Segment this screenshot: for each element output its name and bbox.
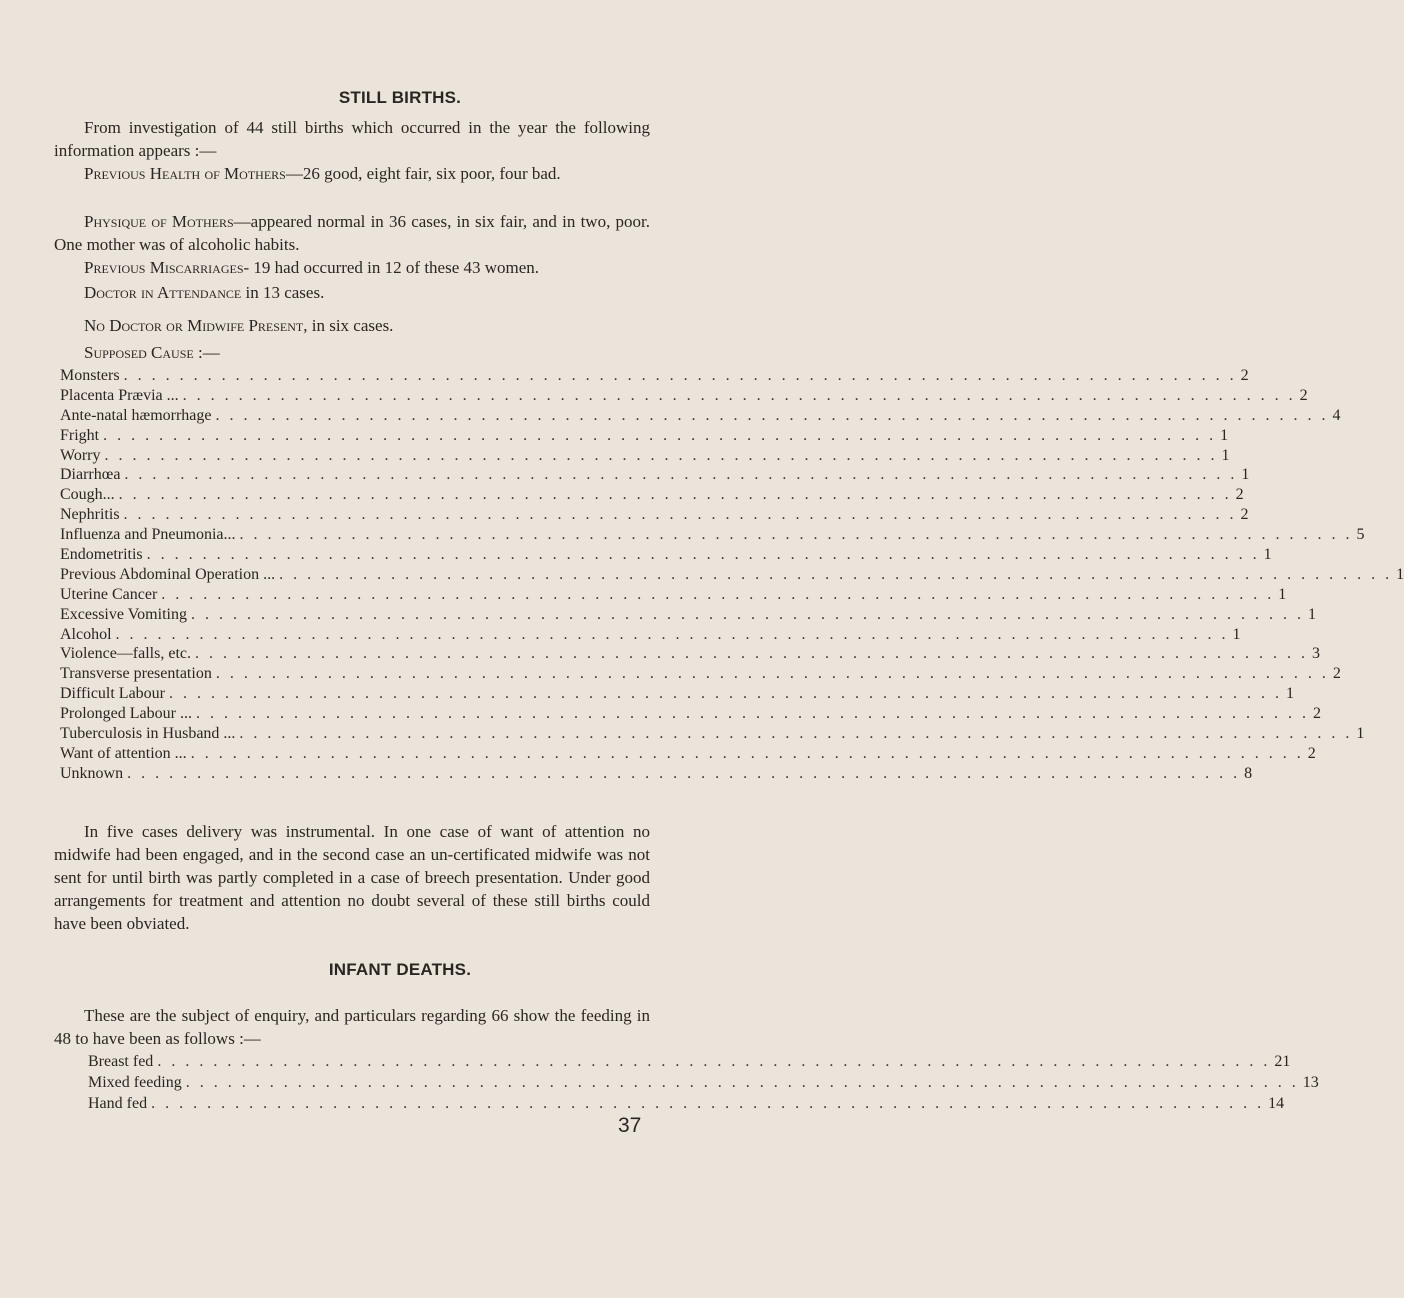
dot-leader: . . . . . . . . . . . . . . . . . . . . . . . . . . . . . . . . . . . . . . . . . . . . . . . . . . . . . . . . . . . . . . . . . . . . . . . . . . . . . . . . bbox=[215, 406, 1329, 424]
doctor-text: in 13 cases. bbox=[241, 283, 325, 302]
physique-paragraph bbox=[54, 210, 650, 256]
cause-count: 2 bbox=[1307, 744, 1316, 762]
feeding-count: 21 bbox=[1274, 1053, 1291, 1070]
cause-count: 1 bbox=[1221, 446, 1230, 464]
dot-leader: . . . . . . . . . . . . . . . . . . . . . . . . . . . . . . . . . . . . . . . . . . . . . . . . . . . . . . . . . . . . . . . . . . . . . . . . . . . . . . . . bbox=[127, 764, 1241, 782]
cause-row bbox=[60, 426, 1229, 446]
dot-leader: . . . . . . . . . . . . . . . . . . . . . . . . . . . . . . . . . . . . . . . . . . . . . . . . . . . . . . . . . . . . . . . . . . . . . . . . . . . . . . . . bbox=[195, 705, 1309, 723]
cause-row bbox=[60, 485, 1244, 505]
dot-leader: . . . . . . . . . . . . . . . . . . . . . . . . . . . . . . . . . . . . . . . . . . . . . . . . . . . . . . . . . . . . . . . . . . . . . . . . . . . . . . . . bbox=[123, 506, 1237, 524]
previous-health-text: —26 good, eight fair, six poor, four bad. bbox=[285, 164, 561, 183]
cause-name: Difficult Labour bbox=[60, 685, 166, 703]
dot-leader: . . . . . . . . . . . . . . . . . . . . . . . . . . . . . . . . . . . . . . . . . . . . . . . . . . . . . . . . . . . . . . . . . . . . . . . . . . . . . . . . bbox=[104, 446, 1218, 464]
cause-row bbox=[60, 585, 1287, 605]
dot-leader: . . . . . . . . . . . . . . . . . . . . . . . . . . . . . . . . . . . . . . . . . . . . . . . . . . . . . . . . . . . . . . . . . . . . . . . . . . . . . . . . bbox=[190, 605, 1304, 623]
dot-leader: . . . . . . . . . . . . . . . . . . . . . . . . . . . . . . . . . . . . . . . . . . . . . . . . . . . . . . . . . . . . . . . . . . . . . . . . . . . . . . . . bbox=[182, 386, 1296, 404]
cause-count: 1 bbox=[1286, 685, 1295, 703]
previous-health-paragraph bbox=[54, 162, 650, 185]
cause-name: Violence—falls, etc. bbox=[60, 645, 191, 663]
feeding-count: 14 bbox=[1268, 1095, 1285, 1112]
dot-leader: . . . . . . . . . . . . . . . . . . . . . . . . . . . . . . . . . . . . . . . . . . . . . . . . . . . . . . . . . . . . . . . . . . . . . . . . . . . . . . . . bbox=[215, 665, 1329, 683]
cause-count: 2 bbox=[1332, 665, 1341, 683]
infant-deaths-intro: These are the subject of enquiry, and particulars regarding 66 show the feeding in 48 to have been as follows :— bbox=[54, 1006, 650, 1048]
cause-name: Alcohol bbox=[60, 625, 112, 643]
cause-row bbox=[60, 525, 1365, 545]
cause-count: 1 bbox=[1232, 625, 1241, 643]
still-births-closing: In five cases delivery was instrumental. In one case of want of attention no midwife had been engaged, and in the second case an un-certificated midwife was not sent for until birth was partly completed in a case of breech presentation. Under good arrangements for treatment and attention no doubt several of these still births could have been obviated. bbox=[54, 822, 650, 933]
cause-row bbox=[60, 744, 1316, 764]
cause-name: Influenza and Pneumonia... bbox=[60, 526, 236, 544]
cause-name: Unknown bbox=[60, 764, 124, 782]
cause-name: Tuberculosis in Husband ... bbox=[60, 725, 236, 743]
dot-leader: . . . . . . . . . . . . . . . . . . . . . . . . . . . . . . . . . . . . . . . . . . . . . . . . . . . . . . . . . . . . . . . . . . . . . . . . . . . . . . . . bbox=[239, 725, 1353, 743]
previous-health-label: Previous Health of Mothers bbox=[84, 164, 286, 183]
cause-name: Diarrhœa bbox=[60, 466, 121, 484]
dot-leader: . . . . . . . . . . . . . . . . . . . . . . . . . . . . . . . . . . . . . . . . . . . . . . . . . . . . . . . . . . . . . . . . . . . . . . . . . . . . . . . . bbox=[103, 426, 1217, 444]
cause-count: 1 bbox=[1241, 466, 1250, 484]
cause-count: 3 bbox=[1311, 645, 1320, 663]
cause-name: Endometritis bbox=[60, 546, 143, 564]
feeding-name: Breast fed bbox=[88, 1053, 154, 1070]
cause-count: 1 bbox=[1263, 546, 1272, 564]
cause-count: 1 bbox=[1307, 605, 1316, 623]
cause-name: Placenta Prævia ... bbox=[60, 386, 179, 404]
cause-count: 2 bbox=[1240, 506, 1249, 524]
feeding-name: Hand fed bbox=[88, 1095, 148, 1112]
dot-leader: . . . . . . . . . . . . . . . . . . . . . . . . . . . . . . . . . . . . . . . . . . . . . . . . . . . . . . . . . . . . . . . . . . . . . . . . . . . . . . . . bbox=[190, 744, 1304, 762]
cause-name: Previous Abdominal Operation ... bbox=[60, 565, 276, 583]
cause-count: 1 bbox=[1396, 565, 1404, 583]
dot-leader: . . . . . . . . . . . . . . . . . . . . . . . . . . . . . . . . . . . . . . . . . . . . . . . . . . . . . . . . . . . . . . . . . . . . . . . . . . . . . . . . bbox=[157, 1053, 1271, 1070]
cause-row bbox=[60, 386, 1308, 406]
physique-label: Physique of Mothers bbox=[84, 212, 234, 231]
cause-name: Worry bbox=[60, 446, 101, 464]
dot-leader: . . . . . . . . . . . . . . . . . . . . . . . . . . . . . . . . . . . . . . . . . . . . . . . . . . . . . . . . . . . . . . . . . . . . . . . . . . . . . . . . bbox=[239, 526, 1353, 544]
feeding-count: 13 bbox=[1302, 1074, 1319, 1091]
cause-row bbox=[60, 406, 1341, 426]
page-number: 37 bbox=[618, 1114, 642, 1137]
dot-leader: . . . . . . . . . . . . . . . . . . . . . . . . . . . . . . . . . . . . . . . . . . . . . . . . . . . . . . . . . . . . . . . . . . . . . . . . . . . . . . . . bbox=[123, 367, 1237, 384]
cause-row bbox=[60, 565, 1404, 585]
doctor-paragraph bbox=[54, 281, 650, 304]
dot-leader: . . . . . . . . . . . . . . . . . . . . . . . . . . . . . . . . . . . . . . . . . . . . . . . . . . . . . . . . . . . . . . . . . . . . . . . . . . . . . . . . bbox=[279, 565, 1393, 583]
feeding-row bbox=[88, 1072, 1319, 1093]
feeding-list bbox=[88, 1051, 1319, 1114]
cause-name: Fright bbox=[60, 426, 100, 444]
cause-name: Uterine Cancer bbox=[60, 585, 158, 603]
cause-row bbox=[60, 724, 1365, 744]
cause-count: 2 bbox=[1299, 386, 1308, 404]
dot-leader: . . . . . . . . . . . . . . . . . . . . . . . . . . . . . . . . . . . . . . . . . . . . . . . . . . . . . . . . . . . . . . . . . . . . . . . . . . . . . . . . bbox=[151, 1095, 1265, 1112]
miscarriages-label: Previous Miscarriages bbox=[84, 258, 244, 277]
dot-leader: . . . . . . . . . . . . . . . . . . . . . . . . . . . . . . . . . . . . . . . . . . . . . . . . . . . . . . . . . . . . . . . . . . . . . . . . . . . . . . . . bbox=[118, 486, 1232, 504]
cause-name: Ante-natal hæmorrhage bbox=[60, 406, 212, 424]
cause-row bbox=[60, 704, 1321, 724]
cause-row bbox=[60, 644, 1320, 664]
doctor-label: Doctor in Attendance bbox=[84, 283, 242, 302]
cause-count: 8 bbox=[1244, 764, 1253, 782]
feeding-row bbox=[88, 1051, 1291, 1072]
cause-name: Monsters bbox=[60, 367, 120, 384]
cause-list bbox=[60, 366, 1404, 784]
cause-name: Transverse presentation bbox=[60, 665, 212, 683]
cause-row bbox=[60, 545, 1272, 565]
dot-leader: . . . . . . . . . . . . . . . . . . . . . . . . . . . . . . . . . . . . . . . . . . . . . . . . . . . . . . . . . . . . . . . . . . . . . . . . . . . . . . . . bbox=[124, 466, 1238, 484]
dot-leader: . . . . . . . . . . . . . . . . . . . . . . . . . . . . . . . . . . . . . . . . . . . . . . . . . . . . . . . . . . . . . . . . . . . . . . . . . . . . . . . . bbox=[161, 585, 1275, 603]
no-doctor-label: No Doctor or Midwife Present bbox=[84, 316, 304, 335]
cause-count: 1 bbox=[1356, 725, 1365, 743]
cause-row bbox=[60, 366, 1249, 386]
cause-count: 2 bbox=[1312, 705, 1321, 723]
cause-count: 2 bbox=[1240, 367, 1249, 384]
physique-text: —appeared normal in 36 cases, in six fair, and in two, poor. One mother was of alcoholic habits. bbox=[54, 212, 650, 254]
feeding-row bbox=[88, 1093, 1285, 1114]
still-births-heading: STILL BIRTHS. bbox=[338, 88, 462, 107]
cause-name: Nephritis bbox=[60, 506, 120, 524]
still-births-intro: From investigation of 44 still births which occurred in the year the following information appears :— bbox=[54, 118, 650, 160]
cause-row bbox=[60, 465, 1250, 485]
no-doctor-paragraph bbox=[54, 314, 650, 337]
cause-count: 1 bbox=[1278, 585, 1287, 603]
infant-deaths-heading: INFANT DEATHS. bbox=[328, 960, 472, 979]
cause-name: Prolonged Labour ... bbox=[60, 705, 192, 723]
cause-row bbox=[60, 764, 1253, 784]
miscarriages-paragraph bbox=[54, 256, 650, 279]
dot-leader: . . . . . . . . . . . . . . . . . . . . . . . . . . . . . . . . . . . . . . . . . . . . . . . . . . . . . . . . . . . . . . . . . . . . . . . . . . . . . . . . bbox=[169, 685, 1283, 703]
dot-leader: . . . . . . . . . . . . . . . . . . . . . . . . . . . . . . . . . . . . . . . . . . . . . . . . . . . . . . . . . . . . . . . . . . . . . . . . . . . . . . . . bbox=[115, 625, 1229, 643]
miscarriages-text: - 19 had occurred in 12 of these 43 women. bbox=[243, 258, 540, 277]
dot-leader: . . . . . . . . . . . . . . . . . . . . . . . . . . . . . . . . . . . . . . . . . . . . . . . . . . . . . . . . . . . . . . . . . . . . . . . . . . . . . . . . bbox=[194, 645, 1308, 663]
cause-row bbox=[60, 684, 1295, 704]
cause-name: Cough... bbox=[60, 486, 115, 504]
cause-row bbox=[60, 446, 1230, 466]
cause-row bbox=[60, 625, 1241, 645]
dot-leader: . . . . . . . . . . . . . . . . . . . . . . . . . . . . . . . . . . . . . . . . . . . . . . . . . . . . . . . . . . . . . . . . . . . . . . . . . . . . . . . . bbox=[146, 546, 1260, 564]
cause-row bbox=[60, 505, 1249, 525]
cause-name: Excessive Vomiting bbox=[60, 605, 187, 623]
cause-row bbox=[60, 664, 1341, 684]
supposed-cause-heading: Supposed Cause :— bbox=[84, 343, 220, 362]
cause-count: 1 bbox=[1220, 426, 1229, 444]
cause-count: 4 bbox=[1332, 406, 1341, 424]
dot-leader: . . . . . . . . . . . . . . . . . . . . . . . . . . . . . . . . . . . . . . . . . . . . . . . . . . . . . . . . . . . . . . . . . . . . . . . . . . . . . . . . bbox=[185, 1074, 1299, 1091]
cause-count: 5 bbox=[1356, 526, 1365, 544]
feeding-name: Mixed feeding bbox=[88, 1074, 182, 1091]
cause-name: Want of attention ... bbox=[60, 744, 187, 762]
cause-row bbox=[60, 605, 1316, 625]
no-doctor-text: , in six cases. bbox=[303, 316, 394, 335]
cause-count: 2 bbox=[1235, 486, 1244, 504]
